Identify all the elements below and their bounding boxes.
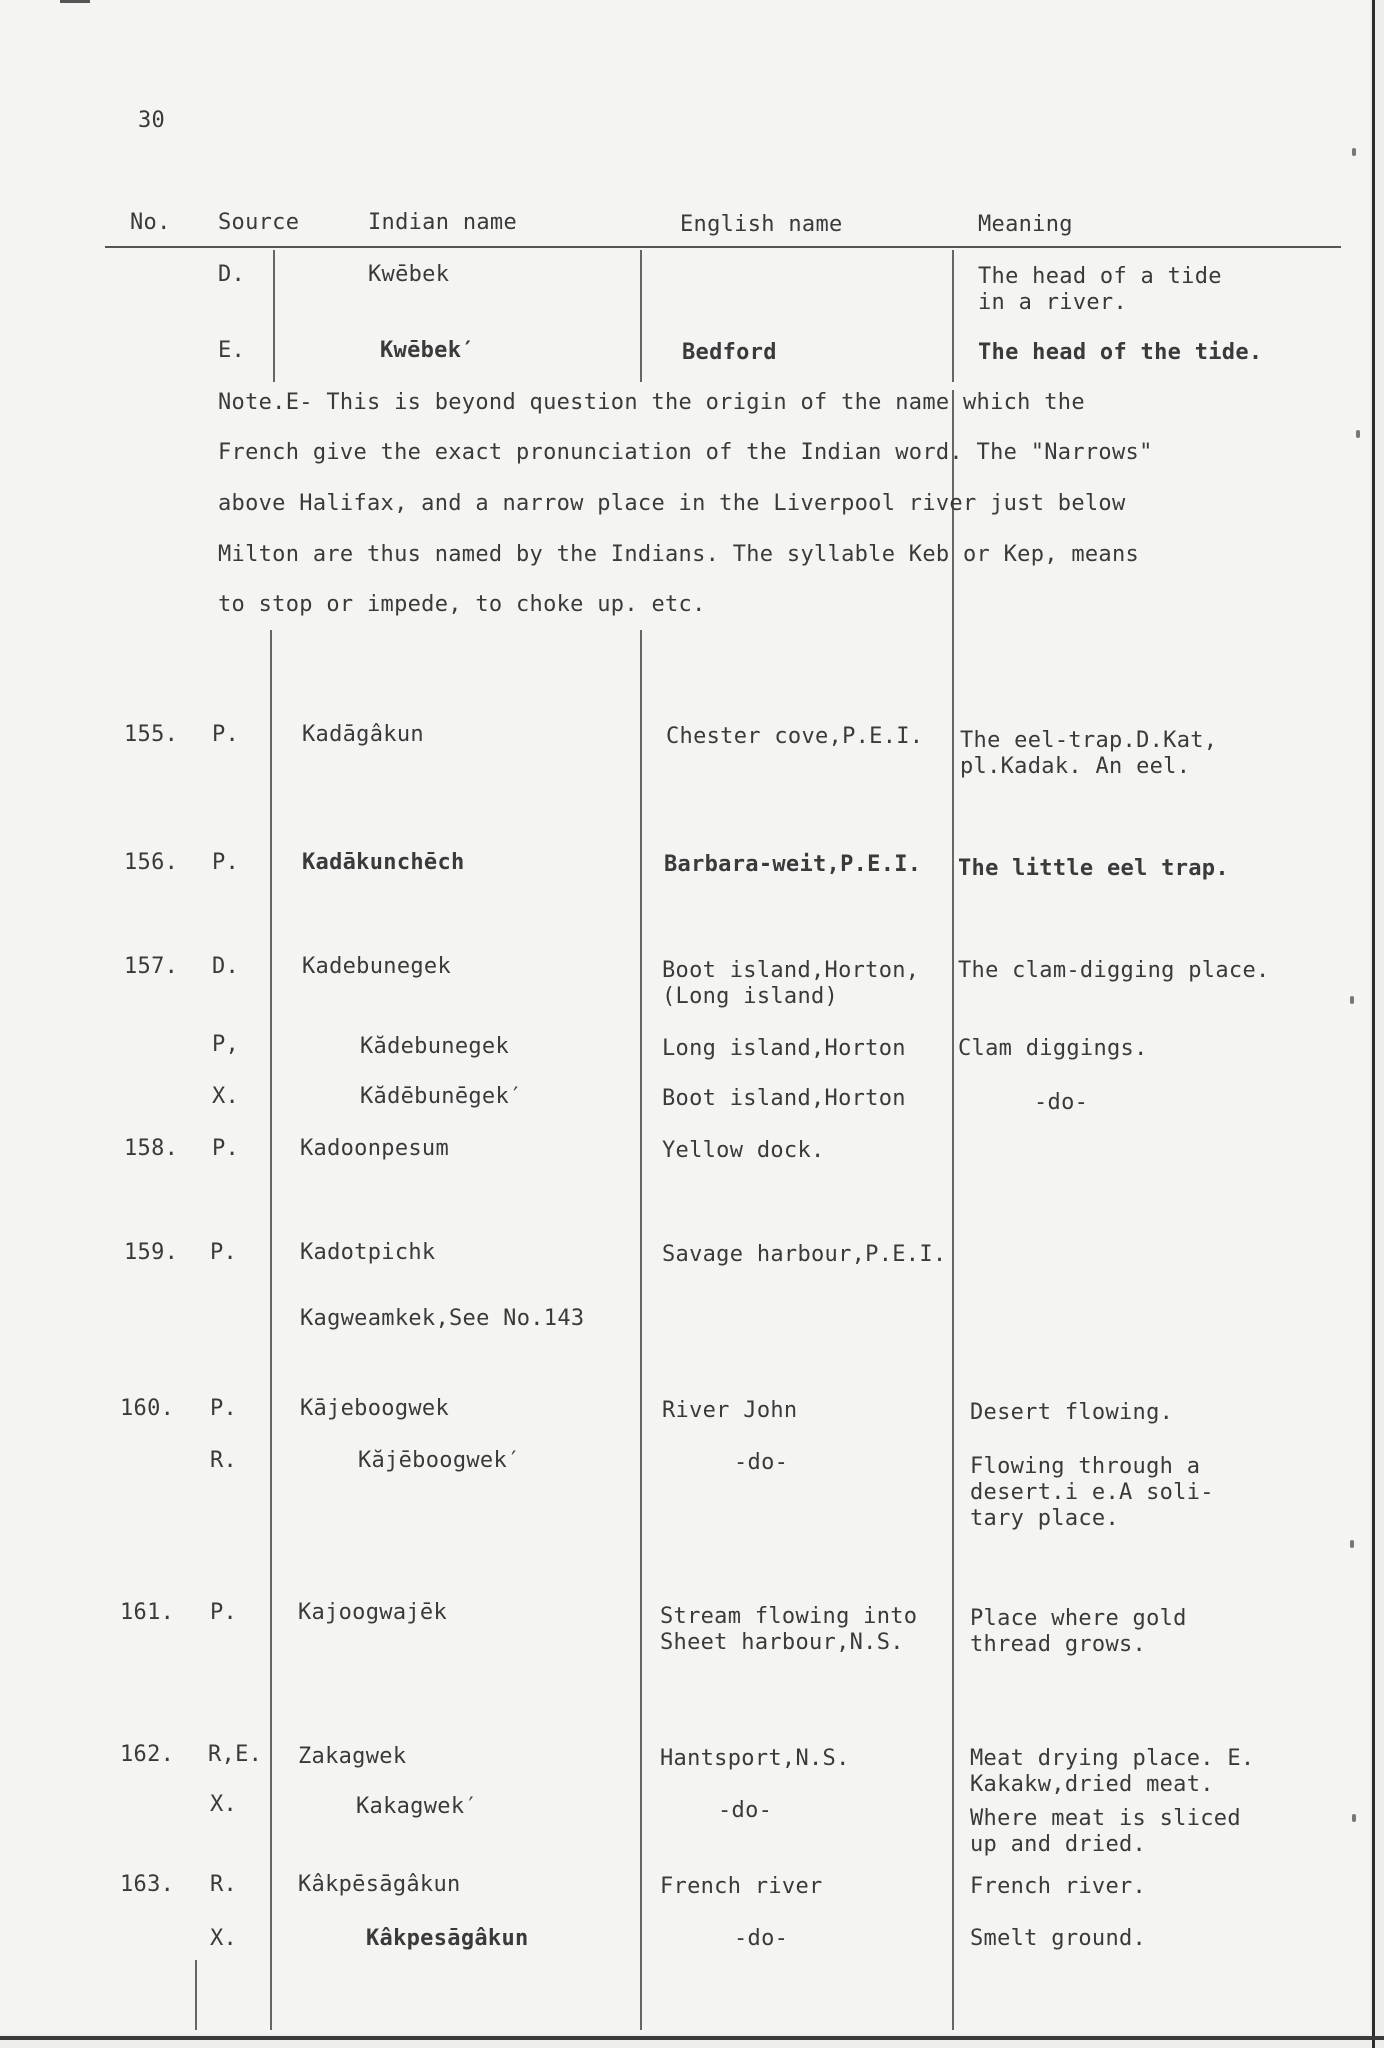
row-number: 162. <box>120 1742 175 1767</box>
row-english-name: Long island,Horton <box>662 1036 906 1061</box>
note-line: above Halifax, and a narrow place in the Liverpool river just below <box>218 491 1126 516</box>
page-number: 30 <box>138 108 166 133</box>
row-source: P, <box>212 1032 240 1057</box>
row-indian-name: Kājeboogwek <box>300 1396 449 1421</box>
row-number: 156. <box>124 850 179 875</box>
row-english-name: Chester cove,P.E.I. <box>666 724 924 749</box>
row-meaning: Place where gold <box>970 1606 1187 1631</box>
row-english-name: -do- <box>734 1926 789 1951</box>
row-source: D. <box>212 954 240 979</box>
row-source: X. <box>212 1084 240 1109</box>
note-line: Milton are thus named by the Indians. The syllable Keb or Kep, means <box>218 542 1140 567</box>
row-indian-name: Kakagwek′ <box>356 1794 478 1819</box>
row-english-name: Barbara-weit,P.E.I. <box>664 852 922 877</box>
header-no: No. <box>130 210 171 235</box>
row-english-name: (Long island) <box>662 984 839 1009</box>
row-meaning: Desert flowing. <box>970 1400 1174 1425</box>
row-meaning: pl.Kadak. An eel. <box>960 754 1191 779</box>
row-source: P. <box>210 1396 238 1421</box>
row-indian-name: Kâkpesāgâkun <box>366 1926 529 1951</box>
row-meaning: Where meat is sliced <box>970 1806 1241 1831</box>
scan-speck <box>1350 1540 1354 1548</box>
row-number: 158. <box>124 1136 179 1161</box>
column-rule <box>640 630 642 2030</box>
column-rule <box>952 580 954 2030</box>
scan-speck <box>1352 1814 1356 1822</box>
cross-reference: Kagweamkek,See No.143 <box>300 1306 585 1331</box>
row-meaning: Smelt ground. <box>970 1926 1147 1951</box>
row-english-name: River John <box>662 1398 798 1423</box>
row-number: 159. <box>124 1240 179 1265</box>
row-source: X. <box>210 1926 238 1951</box>
note-line: to stop or impede, to choke up. etc. <box>218 592 706 617</box>
note-line: Note.E- This is beyond question the origin of the name which the <box>218 390 1085 415</box>
row-source: P. <box>210 1600 238 1625</box>
row-indian-name: Zakagwek <box>298 1744 407 1769</box>
row-indian-name: Kădēbunēgek′ <box>360 1084 523 1109</box>
scan-speck <box>1356 430 1360 438</box>
row-indian-name: Kadākunchēch <box>302 850 465 875</box>
row-meaning: The eel-trap.D.Kat, <box>960 728 1218 753</box>
row-meaning: in a river. <box>978 290 1127 315</box>
row-source: D. <box>218 262 246 287</box>
row-meaning: The little eel trap. <box>958 856 1229 881</box>
row-number: 155. <box>124 722 179 747</box>
row-source: R. <box>210 1872 238 1897</box>
row-number: 157. <box>124 954 179 979</box>
row-indian-name: Kăjēboogwek′ <box>358 1448 521 1473</box>
row-english-name: Boot island,Horton, <box>662 958 920 983</box>
row-english-name: Boot island,Horton <box>662 1086 906 1111</box>
row-meaning: thread grows. <box>970 1632 1147 1657</box>
row-indian-name: Kwēbek′ <box>380 338 475 363</box>
column-rule <box>952 250 954 382</box>
column-rule <box>640 250 642 382</box>
scan-speck <box>1350 996 1354 1004</box>
row-indian-name: Kadotpichk <box>300 1240 436 1265</box>
scan-edge-bottom <box>0 2036 1384 2040</box>
row-number: 160. <box>120 1396 175 1421</box>
row-meaning: The clam-digging place. <box>958 958 1270 983</box>
row-source: R. <box>210 1448 238 1473</box>
row-english-name: French river <box>660 1874 823 1899</box>
row-english-name: -do- <box>718 1798 773 1823</box>
row-english-name: Yellow dock. <box>662 1138 825 1163</box>
row-indian-name: Kajoogwajēk <box>298 1600 447 1625</box>
row-source: P. <box>210 1240 238 1265</box>
row-meaning: tary place. <box>970 1506 1119 1531</box>
row-meaning: up and dried. <box>970 1832 1147 1857</box>
row-source: E. <box>218 338 246 363</box>
row-meaning: The head of a tide <box>978 264 1222 289</box>
row-english-name: Savage harbour,P.E.I. <box>662 1242 947 1267</box>
row-source: X. <box>210 1792 238 1817</box>
row-source: R,E. <box>208 1742 263 1767</box>
row-indian-name: Kădebunegek <box>360 1034 509 1059</box>
row-english-name: -do- <box>734 1450 789 1475</box>
row-number: 161. <box>120 1600 175 1625</box>
row-source: P. <box>212 850 240 875</box>
column-rule <box>270 630 272 2030</box>
row-meaning: Kakakw,dried meat. <box>970 1772 1214 1797</box>
row-meaning: Meat drying place. E. <box>970 1746 1255 1771</box>
row-indian-name: Kwēbek <box>368 262 450 287</box>
row-english-name: Bedford <box>682 340 777 365</box>
row-meaning: French river. <box>970 1874 1147 1899</box>
scan-mark <box>60 0 90 3</box>
row-meaning: desert.i e.A soli- <box>970 1480 1214 1505</box>
header-english-name: English name <box>680 212 843 237</box>
row-source: P. <box>212 722 240 747</box>
row-meaning: Flowing through a <box>970 1454 1201 1479</box>
note-line: French give the exact pronunciation of the Indian word. The "Narrows" <box>218 440 1153 465</box>
row-meaning: The head of the tide. <box>978 340 1263 365</box>
row-english-name: Sheet harbour,N.S. <box>660 1630 904 1655</box>
header-indian-name: Indian name <box>368 210 517 235</box>
row-meaning: Clam diggings. <box>958 1036 1148 1061</box>
row-meaning: -do- <box>1034 1090 1089 1115</box>
scan-edge-right <box>1372 0 1375 2048</box>
header-source: Source <box>218 210 300 235</box>
row-indian-name: Kadebunegek <box>302 954 451 979</box>
row-indian-name: Kadoonpesum <box>300 1136 449 1161</box>
row-english-name: Hantsport,N.S. <box>660 1746 850 1771</box>
row-source: P. <box>212 1136 240 1161</box>
header-meaning: Meaning <box>978 212 1073 237</box>
row-english-name: Stream flowing into <box>660 1604 918 1629</box>
scan-speck <box>1352 148 1356 156</box>
row-number: 163. <box>120 1872 175 1897</box>
header-rule <box>105 246 1341 248</box>
column-rule <box>273 250 275 382</box>
column-rule <box>195 1960 197 2030</box>
row-indian-name: Kadāgâkun <box>302 722 424 747</box>
row-indian-name: Kâkpēsāgâkun <box>298 1872 461 1897</box>
